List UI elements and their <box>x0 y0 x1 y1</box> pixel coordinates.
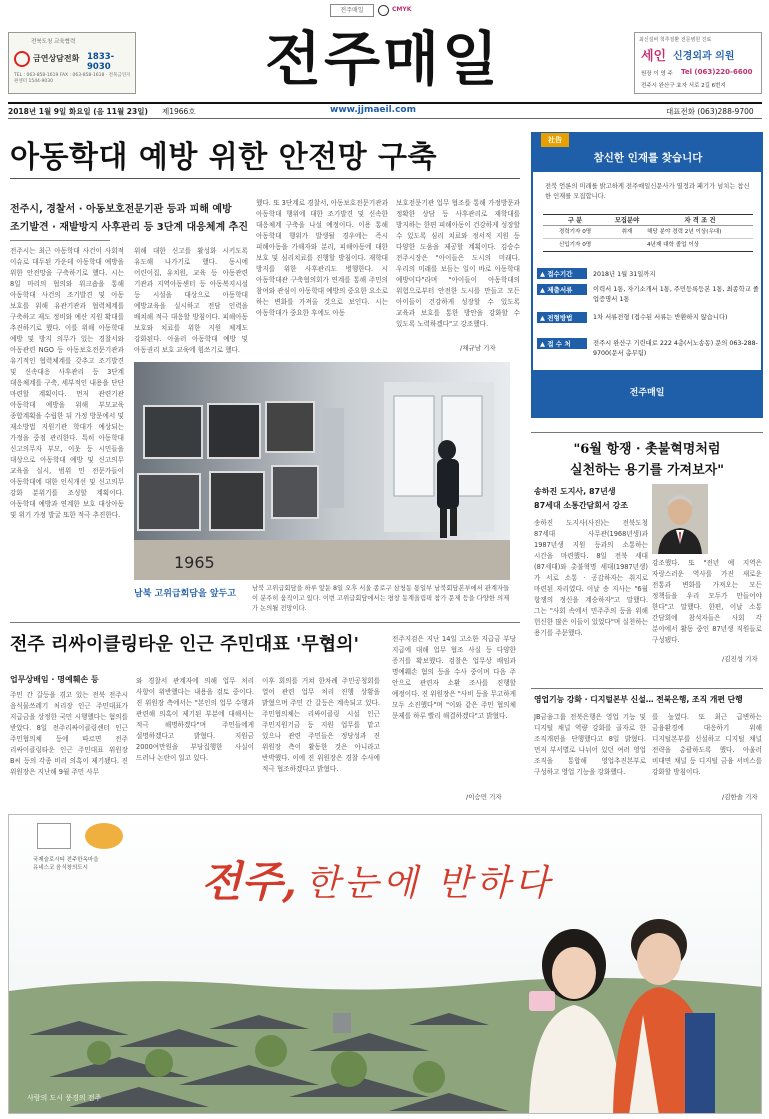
clinic-brand: 세인 <box>641 49 667 64</box>
org-label: 전북도청 교육협력 <box>31 39 76 45</box>
second-byline: /이승민 기자 <box>466 793 502 801</box>
cmyk-label: CMYK <box>392 6 412 13</box>
second-col-2: 와 경찰서 관계자에 의해 업무 처리 사항이 위반했다는 내용을 검토 중이다. 진 위원장 측에서는 "본인의 업무 수행과 관련해 의혹이 제기된 부분에 대해서는 적극 해명하겠다"며 주민들에게 설명하겠다고 밝혔다. 지원금 2000여만원을 부당집행한 사실이 드러나 논란이 일고 있다. <box>136 677 254 762</box>
main-col-1: 전주시는 최근 아동학대 사건이 사회적 이슈로 대두된 가운데 아동학대 예방을 위한 안전망을 구축하기로 했다. 시는 8일 마리의 협의와 워크숍을 통해 아동학대 사건의 조기발견 및 아동 보호를 위해 유관기관과 협력체계를 구축하고 제도 정비와 예산 지원 확대를 추진하기로 했다. 이를 위해 아동학대 예방 및 방지 의무가 있는 경찰서와 아동관련 NGO 등 아동보호전문기관과 유기적인 협력체계를 갖추고 조기발견 및 신속대응 사후관리 등 3단계 대응체계를 구축, 세부적인 내용을 단단 마련할 계획이다. 먼저 관련기관 아동학대 예방을 위해 부모교육 종합계획을 수립한 뒤 가정 방문에서 및 재소방법 지원기관 학대가 예상되는 가정을 중점 관리한다. 특히 아동학대 신고의무자 부모, 이웃 등 시민들을 대상으로 아동학대 예방 및 신고의무 교육을 실시, 범위 민 전문가들이 아동학대에 대한 인식개선 및 신고의무 강화 분위기를 조성할 계획이다. 아동학대 예방과 연계한 보호 대상아동 및 위기 가정 발굴 또한 적극 추진한다. <box>10 247 124 519</box>
interview-body: 송하진 도지사(사진)는 전북도청 87세대 사무관(1968년생)과 1987년생 지원 등과의 소통하는 시간을 마련했다. 8일 전북 세대(87세대)와 촛불혁명 세대(1987년생)가 서로 소통 · 공감하자는 취지로 마련된 자리였다. 이날 송 지사는 "6월 항쟁의 정신을 계승하자"고 말했다. 그는 "사회 속에서 민주주의 등을 위해 헌신한 많은 이들이 있었다"며 실천하는 용기를 주문했다. <box>534 519 648 637</box>
main-col-3: 했다. 또 3단계로 경찰서, 아동보호전문기관과 아동학대 행위에 대한 조기발견 및 신속한 대응체계 구축을 나설 예정이다. 이용 통해 아동학대 행위가 발생될 경우에는 즉시 피해아동을 가해자와 분리, 피해아동에 대한 보호 및 심리치료를 진행할 방침이다. 재학대 방지를 위한 사후관리도 병행한다. 시 아동학대관 구축협의회가 연계를 통해 주민의 참여와 관심이 아동학대 예방의 중요한 요소로 하는 변화를 가져올 것으로 보인다. 시는 아동학대가 중요한 후에도 아동 <box>256 199 388 317</box>
interview-quote-2: 실천하는 용기를 가져보자" <box>570 463 724 478</box>
row-kind: 신입기자 0명 <box>558 242 592 248</box>
table-head-field: 모집분야 <box>614 217 640 224</box>
left-masthead-ad[interactable] <box>8 32 136 94</box>
main-byline: /채규남 기자 <box>460 344 496 352</box>
row-cond: 4년제 대학 졸업 이상 <box>647 242 700 248</box>
masthead-rule <box>8 102 762 104</box>
issue-number: 제1966호 <box>162 107 196 116</box>
third-rule <box>531 688 763 689</box>
row-kind: 경력기자 0명 <box>558 229 592 235</box>
interview-subhead-1: 송하진 도지사, 87년생 <box>534 487 616 496</box>
notice-intro: 전북 언론의 미래를 밝고하게 전주매일신문사가 열정과 패기가 넘치는 참신한 인재를 모집합니다. <box>545 183 750 200</box>
notice-item <box>537 312 759 336</box>
second-col-4: 전주지검은 지난 14일 고소한 지급금 부당 지급에 대해 업무 협조 사실 등 다양한 증거를 확보했다. 검찰은 업무상 배임과 명예훼손 혐의 등을 수사 중이며 다음 주 안으로 관련자 소환 조사를 진행할 예정이다. 진 위원장은 "사비 등을 무고하게 모두 소진했다"며 "이와 같은 주민 협의체 문제를 하루 빨리 해결하겠다"고 밝혔다. <box>392 635 516 720</box>
main-headline: 아동학대 예방 위한 안전망 구축 <box>10 140 438 175</box>
notice-title: 참신한 인재를 찾습니다 <box>593 152 703 164</box>
second-headline: 전주 리싸이클링타운 인근 주민대표 '무협의' <box>10 634 360 655</box>
notice-badge: 社告 <box>541 133 569 147</box>
interview-byline: /김진성 기자 <box>722 655 758 663</box>
registration-mark-icon <box>378 5 389 16</box>
ad-slogan-2: 한눈에 반하다 <box>305 863 554 904</box>
unesco-logo <box>37 823 71 849</box>
photo-illustration <box>134 362 510 580</box>
item-label: ▲ 제출서류 <box>537 284 587 295</box>
item-label: ▲ 전형방법 <box>537 312 587 323</box>
table-head-kind: 구 분 <box>567 217 583 224</box>
right-masthead-ad[interactable] <box>634 32 762 94</box>
interview-col-2: 강조했다. 또 "전년 예 지역은 자랑스러운 역사를 가진 새로운 전통과 변화를 가져오는 모든 정책들을 우리 모두가 만들어야 한다"고 말했다. 한편, 이날 소통 간담회에 참석자들은 사회 각 분야에서 활동 중인 87년생 직원들로 구성됐다. <box>652 559 762 644</box>
third-col-2: 를 높였다. 또 최근 급변하는 금융환경에 대응하기 위해 디지털본부를 신설하고 디지털 채널 전략을 총괄하도록 했다. 아울러 비대면 채널 등 디지털 금융 서비스를 강화할 방침이다. <box>652 713 762 776</box>
ad-slogan-1: 전주, <box>201 857 297 906</box>
main-photo <box>134 362 510 580</box>
third-headline: 영업기능 강화 · 디지털본부 신설… 전북은행, 조직 개편 단행 <box>534 695 743 704</box>
print-slot: 전주매일 <box>330 4 374 17</box>
interview-portrait <box>652 484 708 554</box>
recruit-notice <box>531 132 763 418</box>
item-label: ▲ 접 수 처 <box>537 338 587 349</box>
second-col-1: 주민 간 갈등을 겪고 있는 전북 전주시 음식물쓰레기 처리장 인근 주민대표가 지급금을 상정한 국민 시행했다는 혐의를 받았다. 8일 전주리싸이클링센터 인근 주민협의체 등에 따르면 전주 리싸이클링타운 인근 주민대표 위원장 B씨 등의 각종 비리 의혹이 제기됐다. 진 위원장은 지난해 9월 주민 사무 <box>10 691 128 776</box>
main-subhead-2: 조기발견 · 재발방지 사후관리 등 3단계 대응체계 추진 <box>10 222 248 233</box>
photo-caption-title: 남북 고위급회담을 앞두고 <box>134 589 236 599</box>
section-rule <box>10 622 520 623</box>
item-text: 1차 서류전형 (접수된 서류는 반환하지 않습니다) <box>593 314 728 321</box>
portrait-illustration <box>652 484 708 554</box>
second-subhead: 업무상배임 · 명예훼손 등 <box>10 675 99 684</box>
subhead-rule <box>10 240 110 241</box>
main-col-2: 위해 대한 신고를 활성화 시키도록 유도해 나가기로 했다. 동시에 어린이집, 유치원, 교육 등 아동관련 기관과 지역아동센터 등 아동복지시설 등 시설을 대상으로 아동학대 예방교육을 실시하고 전담 인력을 배치해 적극 대응할 방침이다. 피해아동 보호와 치료를 위한 지원 체계도 강화된다. 아울러 아동학대 예방 및 아동권리 보호 교육에 힘쓰기로 했다. <box>134 247 248 354</box>
interview-quote-1: "6월 항쟁 · 촛불혁명처럼 <box>573 442 721 457</box>
item-label: ▲ 접수기간 <box>537 268 587 279</box>
second-col-3: 이후 회의를 거쳐 한차례 주민공청회를 열어 관련 업무 처리 진행 상황을 밝혔으며 주민 간 갈등은 계속되고 있다. 주민협의체는 리싸이클링 시설 인근 주민지원기금 등 지원 업무를 맡고 있으나 관련 주민들은 정당성과 진 위원장 측이 활동한 것은 아니라고 반박했다. 이에 진 위원장은 경찰 수사에 적극 협조하겠다고 밝혔다. <box>262 677 380 773</box>
table-row <box>543 226 753 239</box>
third-byline: /김한솔 기자 <box>722 793 758 801</box>
svg-text:1965: 1965 <box>174 553 215 572</box>
quitline-name: 금연상담전화 <box>33 54 80 63</box>
interview-rule <box>531 432 763 433</box>
quitline-fine-print: TEL : 063-858-1619 FAX : 063-858-1618 · 전북금연지원센터 1544-9030 <box>14 73 131 84</box>
item-text: 2018년 1월 31일까지 <box>593 271 656 278</box>
clinic-brand-sub: 신경외과 의원 <box>673 51 735 62</box>
interview-subhead-2: 87세대 소통간담회서 강조 <box>534 501 628 510</box>
newspaper-title: 전주매일 <box>264 25 502 93</box>
photo-caption: 남북 고위급회담을 하루 앞둔 8일 오후 서울 종로구 삼청동 통일부 남북회담본부에서 관계자들이 분주히 움직이고 있다. 이번 고위급회담에서는 평창 동계올림픽 참가 문제 등을 다양한 의제가 논의될 전망이다. <box>252 585 510 612</box>
table-head-cond: 자 격 조 건 <box>684 217 716 224</box>
main-phone: 대표전화 (063)288-9700 <box>666 107 754 116</box>
main-subhead-1: 전주시, 경찰서 · 아동보호전문기관 등과 피해 예방 <box>10 204 232 215</box>
tourism-ad[interactable] <box>8 814 762 1114</box>
main-col-4: 보호전문기관 업무 협조를 통해 가정방문과 정확한 상담 등 사후관리로 재학대를 방지하는 한편 피해아동이 건강하게 성장할 수 있도록 심리 치료와 정서적 지원 등 다양한 도움을 제공할 계획이다. 김승수 전주시장은 "아이들은 도시의 미래다. 우리의 미래를 보듬는 일이 바로 아동학대 예방이다"라며 "아이들이 아동학대의 위험으로부터 안전한 도시를 만들고 모든 아이들이 건강하게 성장할 수 있도록 교육과 보호를 통한 방안을 강화할 수 있도록 노력하겠다"고 강조했다. <box>396 199 520 328</box>
notice-footer: 전주매일 <box>533 370 761 416</box>
notice-item <box>537 284 759 310</box>
table-row <box>543 239 753 252</box>
slowcity-logo <box>85 823 123 849</box>
no-smoking-icon <box>14 51 30 67</box>
ad-logo-line-1: 국제슬로시티 전주한옥마을 <box>33 857 99 863</box>
clinic-address: 전주시 완산구 효자 서로 2길 6번지 <box>641 83 726 89</box>
clinic-phone: Tel (063)220-6600 <box>681 68 753 76</box>
item-text: 이력서 1통, 자기소개서 1통, 주민등록등본 1통, 최종학교 졸업증명서 1통 <box>593 286 759 303</box>
notice-item <box>537 338 759 366</box>
issue-date: 2018년 1월 9일 화요일 (음 11월 23일) <box>8 107 148 116</box>
clinic-tagline: 최신설비 척추질환 전문병원 진료 <box>639 37 712 43</box>
quitline-phone: 1833-9030 <box>87 52 115 72</box>
notice-item <box>537 268 759 284</box>
row-cond: 해당 분야 경력 2년 이상(우대) <box>647 229 722 235</box>
masthead-rule-bottom <box>8 118 762 119</box>
site-url[interactable]: www.jjmaeil.com <box>330 105 416 115</box>
third-col-1: JB금융그룹 전북은행은 영업 기능 및 디지털 채널 역량 강화를 골자로 한 조직개편을 단행했다고 8일 밝혔다. 먼저 부서별로 나뉘어 있던 여러 영업 조직을 통합해 영업추진본부로 구성하고 영업 기능을 강화했다. <box>534 713 646 776</box>
headline-rule <box>10 178 520 179</box>
item-text: 전주시 완산구 기린대로 222 4층(서노송동) 문의 063-288-9700(문서 총무팀) <box>593 340 758 357</box>
ad-logo-line-2: 유네스코 음식창의도시 <box>33 865 88 871</box>
row-field: 취재 <box>621 229 633 235</box>
notice-table <box>543 214 753 252</box>
row-field <box>607 239 647 251</box>
ad-footer: 사람의 도시 풍경의 전주 <box>27 1094 102 1102</box>
clinic-director: 원장 이 영 주 <box>641 71 673 77</box>
